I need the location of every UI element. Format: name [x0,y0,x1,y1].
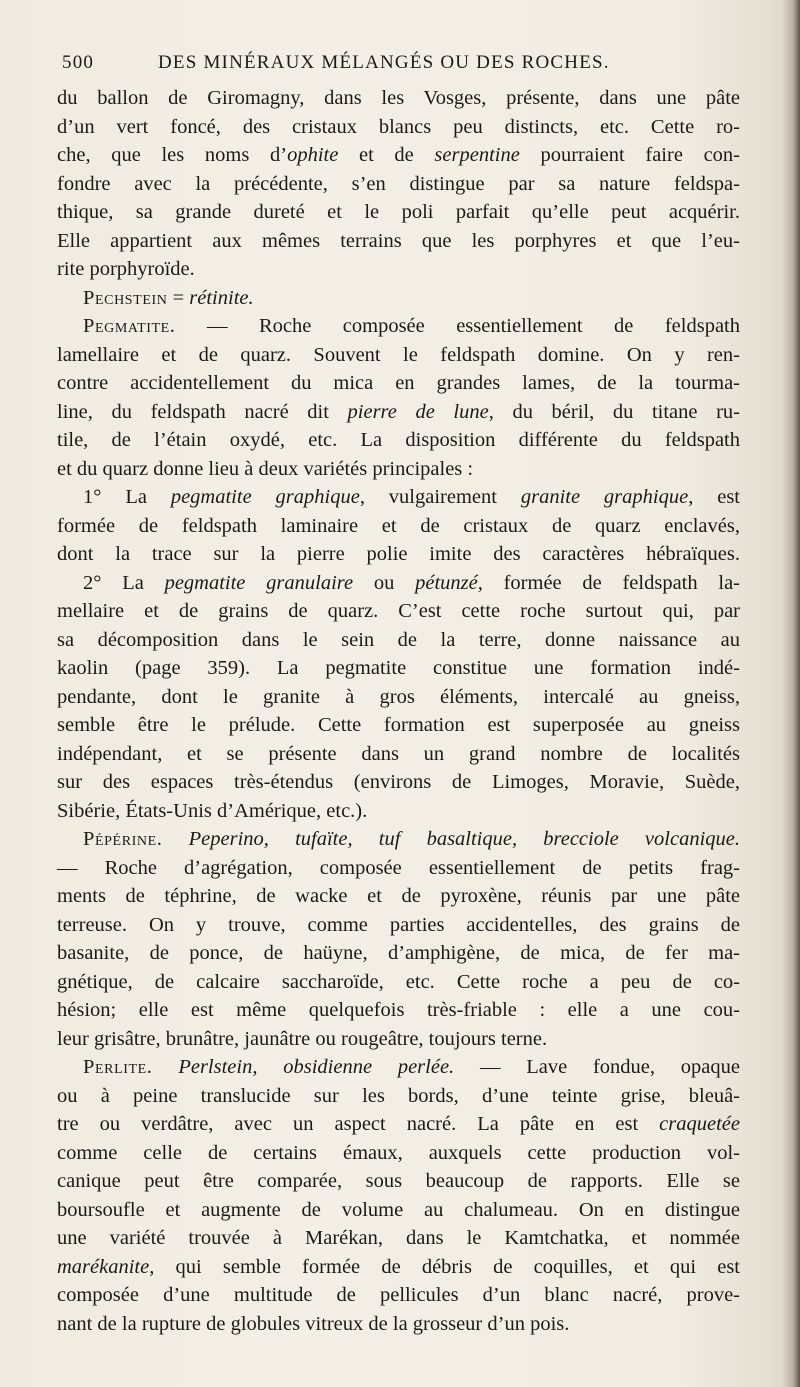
italic-term: Peperino, tufaïte, tuf basaltique, brecciole volcanique. [188,828,740,850]
text-line [57,626,740,655]
italic-term: rétinite. [189,286,254,309]
text-line [57,341,740,370]
text-line [57,654,740,683]
text-line [57,911,740,940]
text-line [57,512,740,541]
running-header [62,52,722,80]
italic-term: granite graphique [520,486,689,508]
text-run: terreuse. On y trouve, comme parties accidentelles, des grains de [57,913,740,936]
text-line [57,170,740,199]
text-line [57,1310,740,1339]
text-line [57,426,740,455]
text-run: comme celle de certains émaux, auxquels cette production vol- [57,1141,740,1164]
text-line [57,483,740,512]
text-line [57,996,740,1025]
italic-term: ophite [287,144,339,166]
text-run: semble être le prélude. Cette formation est superposée au gneiss [57,714,740,736]
text-line [57,455,740,484]
text-run: dont la trace sur la pierre polie imite des caractères hébraïques. [57,543,740,565]
text-run: lamellaire et de quarz. Souvent le feldspath domine. On y ren- [57,343,740,366]
text-line [57,882,740,911]
text-line [57,1253,740,1282]
text-run: formée de feldspath la- [482,571,740,594]
text-line [57,1281,740,1310]
text-line [57,768,740,797]
text-run: — Lave fondue, opaque [454,1056,741,1078]
text-run: formée de feldspath laminaire et de cristaux de quarz enclavés, [57,514,740,537]
text-line [57,1224,740,1253]
italic-term: pétunzé, [415,571,483,594]
text-line [57,1082,740,1111]
text-run [162,828,188,850]
text-line [57,968,740,997]
text-run: ments de téphrine, de wacke et de pyroxène, réunis par une pâte [57,885,740,907]
text-line [57,797,740,826]
text-run: une variété trouvée à Marékan, dans le Kamtchatka, et nommée [57,1227,740,1249]
text-run: et du quarz donne lieu à deux variétés principales : [57,457,474,480]
text-line [57,198,740,227]
text-line [57,369,740,398]
body-text [57,84,740,1338]
italic-term: serpentine [434,144,520,166]
text-run: canique peut être comparée, sous beaucoup de rapports. Elle se [57,1170,740,1192]
text-run: Sibérie, États-Unis d’Amérique, etc.). [57,799,368,822]
text-run: , qui semble formée de débris de coquilles, et qui est [149,1255,740,1278]
text-run: gnétique, de calcaire saccharoïde, etc. Cette roche a peu de co- [57,970,740,993]
text-run: , est [688,486,740,508]
text-run: contre accidentellement du mica en grandes lames, de la tourma- [57,372,740,394]
italic-term: pegmatite graphique [170,486,360,508]
italic-term: pegmatite granulaire [164,571,354,594]
text-line [57,1167,740,1196]
text-line [57,255,740,284]
page-edge-shadow [782,0,800,1387]
text-run: fondre avec la précédente, s’en distingue par sa nature feldspa- [57,172,740,195]
text-run: du ballon de Giromagny, dans les Vosges, présente, dans une pâte [57,87,740,109]
italic-term: pierre de lune [347,400,489,423]
entry-heading: Pegmatite. [83,315,176,337]
text-line [57,284,740,313]
italic-term: marékanite [57,1255,150,1278]
text-run: sur des espaces très-étendus (environs de Limoges, Moravie, Suède, [57,771,740,793]
text-line [57,227,740,256]
text-line [57,398,740,427]
text-run: boursoufle et augmente de volume au chalumeau. On en distingue [57,1198,740,1221]
text-run: pourraient faire con- [519,144,740,166]
text-run: che, que les noms d’ [57,144,288,166]
text-run: leur grisâtre, brunâtre, jaunâtre ou rougeâtre, toujours terne. [57,1027,548,1050]
text-run: tre ou verdâtre, avec un aspect nacré. La pâte en est [57,1113,660,1135]
text-line [57,854,740,883]
text-run: pendante, dont le granite à gros éléments, intercalé au gneiss, [57,685,740,708]
text-line [57,1053,740,1082]
text-line [57,141,740,170]
text-run: — Roche composée essentiellement de feldspath [175,315,740,337]
text-line [57,711,740,740]
text-run: et de [338,144,435,166]
text-run: sa décomposition dans le sein de la terre, donne naissance au [57,628,740,651]
text-line [57,1139,740,1168]
text-line [57,113,740,142]
text-run: ou [353,571,416,594]
text-line [57,1196,740,1225]
text-run: indépendant, et se présente dans un grand nombre de localités [57,742,740,765]
text-run: , vulgairement [359,486,521,508]
text-line [57,1110,740,1139]
entry-heading: Perlite. [83,1056,153,1078]
text-run: nant de la rupture de globules vitreux de la grosseur d’un pois. [57,1312,570,1335]
text-line [57,740,740,769]
running-title: DES MINÉRAUX MÉLANGÉS OU DES ROCHES. [158,52,610,73]
text-run: = [167,286,190,309]
text-run: mellaire et de grains de quarz. C’est cette roche surtout qui, par [57,600,740,622]
text-run: hésion; elle est même quelquefois très-friable : elle a une cou- [57,999,740,1021]
text-run: rite porphyroïde. [57,258,195,280]
text-run: line, du feldspath nacré dit [57,400,348,423]
entry-heading: Pépérine. [83,828,163,850]
page-number: 500 [62,52,95,73]
text-line [57,683,740,712]
text-line [57,540,740,569]
text-line [57,939,740,968]
text-line [57,825,740,854]
text-line [57,312,740,341]
text-line [57,569,740,598]
text-line [57,84,740,113]
text-run: 1° La [83,486,171,508]
text-run: basanite, de ponce, de haüyne, d’amphigène, de mica, de fer ma- [57,942,740,964]
text-line [57,597,740,626]
text-run [153,1056,179,1078]
text-run: composée d’une multitude de pellicules d’un blanc nacré, prove- [57,1284,740,1306]
text-run: ou à peine translucide sur les bords, d’une teinte grise, bleuâ- [57,1084,740,1107]
text-run: d’un vert foncé, des cristaux blancs peu distincts, etc. Cette ro- [57,115,740,138]
text-run: tile, de l’étain oxydé, etc. La disposition différente du feldspath [57,429,740,451]
text-run: Elle appartient aux mêmes terrains que les porphyres et que l’eu- [57,229,740,252]
text-run: kaolin (page 359). La pegmatite constitue une formation indé- [57,657,740,679]
italic-term: craquetée [659,1113,740,1135]
entry-heading: Pechstein [83,286,168,309]
italic-term: Perlstein, obsidienne perlée. [178,1056,455,1078]
text-run: , du béril, du titane ru- [488,400,740,423]
text-run: 2° La [83,571,165,594]
text-line [57,1025,740,1054]
text-run: thique, sa grande dureté et le poli parfait qu’elle peut acquérir. [57,201,740,223]
text-run: — Roche d’agrégation, composée essentiellement de petits frag- [57,856,740,879]
